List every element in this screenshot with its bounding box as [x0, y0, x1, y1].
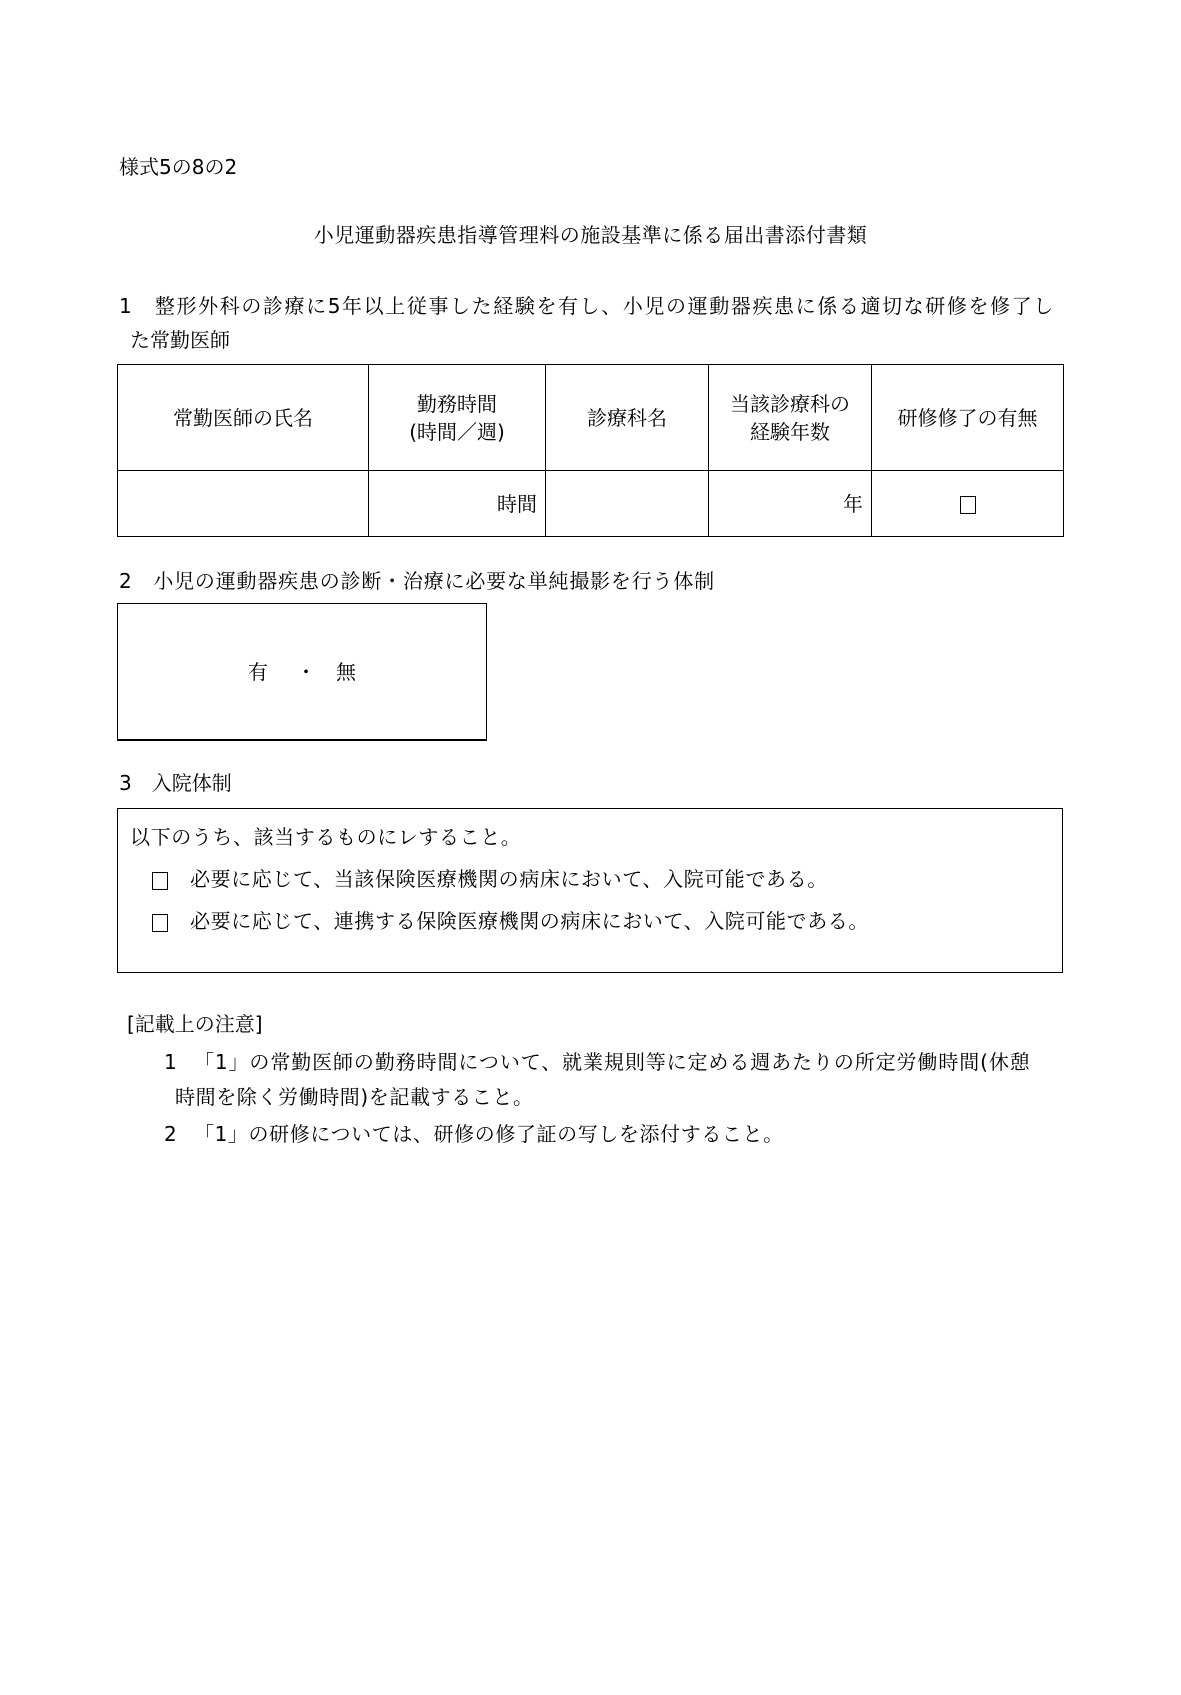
option-1-checkbox[interactable] — [152, 872, 168, 890]
section3-heading: 3 入院体制 — [119, 771, 232, 795]
admission-box — [117, 808, 1063, 973]
cell-department[interactable] — [546, 471, 709, 537]
section1-heading: 1 整形外科の診療に5年以上従事した経験を有し、小児の運動器疾患に係る適切な研修を修了し — [119, 294, 1055, 318]
admission-option-1[interactable] — [152, 867, 828, 891]
doctor-table — [117, 364, 1064, 537]
page-title: 小児運動器疾患指導管理料の施設基準に係る届出書添付書類 — [313, 223, 868, 247]
admission-option-2[interactable] — [152, 909, 869, 933]
note-1-line2: 時間を除く労働時間)を記載すること。 — [175, 1085, 534, 1109]
note-1-number: 1 — [164, 1050, 177, 1074]
header-department: 診療科名 — [546, 365, 709, 471]
xray-no[interactable]: 無 — [336, 660, 356, 684]
option-2-checkbox[interactable] — [152, 914, 168, 932]
section2-heading: 2 小児の運動器疾患の診断・治療に必要な単純撮影を行う体制 — [119, 569, 715, 593]
header-hours — [369, 365, 546, 471]
cell-name[interactable] — [118, 471, 369, 537]
admission-instruction: 以下のうち、該当するものにレすること。 — [130, 825, 522, 849]
hours-unit: 時間 — [497, 491, 537, 516]
years-unit: 年 — [843, 491, 863, 516]
notes-heading: [記載上の注意] — [127, 1012, 263, 1036]
header-hours-l1: 勤務時間 — [417, 391, 497, 416]
xray-box — [117, 603, 487, 741]
form-number: 様式5の8の2 — [119, 155, 238, 179]
header-years — [709, 365, 872, 471]
note-2-line1: 「1」の研修については、研修の修了証の写しを添付すること。 — [194, 1122, 784, 1146]
xray-yes[interactable]: 有 — [248, 660, 268, 684]
xray-dot: ・ — [296, 660, 316, 684]
note-2-number: 2 — [164, 1122, 177, 1146]
option-1-label: 必要に応じて、当該保険医療機関の病床において、入院可能である。 — [190, 867, 828, 891]
option-2-label: 必要に応じて、連携する保険医療機関の病床において、入院可能である。 — [190, 909, 869, 933]
cell-training[interactable] — [872, 471, 1064, 537]
training-checkbox[interactable] — [960, 496, 976, 514]
section1-heading-cont: た常勤医師 — [130, 328, 230, 352]
cell-hours[interactable] — [369, 471, 546, 537]
header-hours-l2: (時間／週) — [409, 419, 505, 444]
header-years-l1: 当該診療科の — [730, 391, 850, 416]
note-1-line1: 「1」の常勤医師の勤務時間について、就業規則等に定める週あたりの所定労働時間(休憩 — [194, 1050, 1031, 1074]
cell-years[interactable] — [709, 471, 872, 537]
header-training: 研修修了の有無 — [872, 365, 1064, 471]
header-name: 常勤医師の氏名 — [118, 365, 369, 471]
header-years-l2: 経験年数 — [750, 419, 830, 444]
